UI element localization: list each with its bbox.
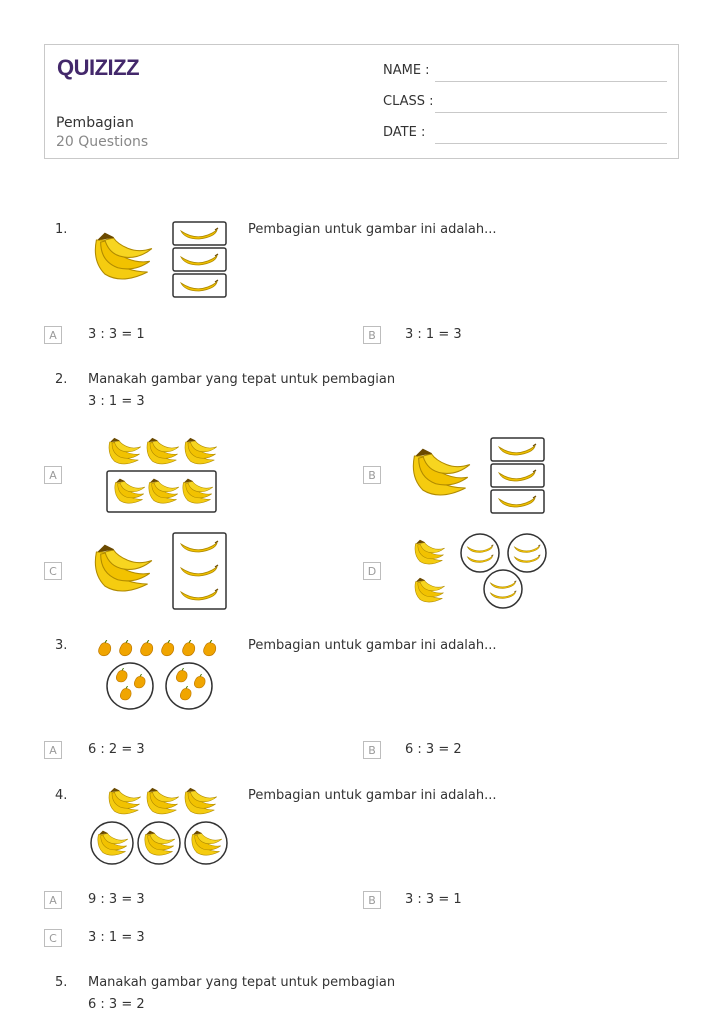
question-3-number: 3. (55, 638, 68, 653)
q1-option-b-box[interactable]: B (363, 326, 381, 344)
worksheet-header (44, 44, 679, 159)
question-2-number: 2. (55, 372, 68, 387)
question-4-text: Pembagian untuk gambar ini adalah... (248, 788, 497, 803)
q4-option-a-box[interactable]: A (44, 891, 62, 909)
class-line[interactable] (435, 112, 667, 113)
question-3-text: Pembagian untuk gambar ini adalah... (248, 638, 497, 653)
q2-option-b-banana-bunch-icon[interactable] (408, 444, 472, 500)
q4-option-c-box[interactable]: C (44, 929, 62, 947)
q2-option-a-box[interactable]: A (44, 466, 62, 484)
q2-option-a-image[interactable] (104, 436, 220, 516)
q1-option-a-text[interactable]: 3 : 3 = 1 (88, 327, 145, 342)
question-1-text: Pembagian untuk gambar ini adalah... (248, 222, 497, 237)
worksheet-title: Pembagian (56, 115, 134, 131)
question-5-number: 5. (55, 975, 68, 990)
question-1-number: 1. (55, 222, 68, 237)
q2-option-c-banana-bunch-icon[interactable] (90, 540, 154, 596)
q3-option-b-text[interactable]: 6 : 3 = 2 (405, 742, 462, 757)
question-2-text: Manakah gambar yang tepat untuk pembagian (88, 372, 396, 387)
q2-option-c-box[interactable]: C (44, 562, 62, 580)
q4-option-a-text[interactable]: 9 : 3 = 3 (88, 892, 145, 907)
date-line[interactable] (435, 143, 667, 144)
date-label: DATE : (383, 125, 426, 140)
q2-option-d-box[interactable]: D (363, 562, 381, 580)
q2-option-d-image[interactable] (410, 534, 550, 610)
q2-option-b-box-group[interactable] (490, 437, 546, 515)
class-label: CLASS : (383, 94, 434, 109)
name-line[interactable] (435, 81, 667, 82)
q1-option-a-box[interactable]: A (44, 326, 62, 344)
q3-option-a-box[interactable]: A (44, 741, 62, 759)
q1-option-b-text[interactable]: 3 : 1 = 3 (405, 327, 462, 342)
q4-banana-image (90, 786, 230, 866)
name-label: NAME : (383, 63, 430, 78)
q4-option-c-text[interactable]: 3 : 1 = 3 (88, 930, 145, 945)
question-5-equation: 6 : 3 = 2 (88, 997, 145, 1012)
q4-option-b-box[interactable]: B (363, 891, 381, 909)
q3-option-b-box[interactable]: B (363, 741, 381, 759)
q2-option-b-box[interactable]: B (363, 466, 381, 484)
question-count: 20 Questions (56, 134, 149, 150)
question-5-text: Manakah gambar yang tepat untuk pembagian (88, 975, 396, 990)
question-2-equation: 3 : 1 = 3 (88, 394, 145, 409)
q4-option-b-text[interactable]: 3 : 3 = 1 (405, 892, 462, 907)
q3-option-a-text[interactable]: 6 : 2 = 3 (88, 742, 145, 757)
question-4-number: 4. (55, 788, 68, 803)
banana-box-group (172, 221, 228, 299)
q3-mango-image (96, 640, 220, 712)
banana-bunch-icon (90, 228, 154, 284)
q2-option-c-box[interactable] (172, 532, 228, 612)
quizizz-logo: QUIZIZZ (57, 55, 140, 80)
